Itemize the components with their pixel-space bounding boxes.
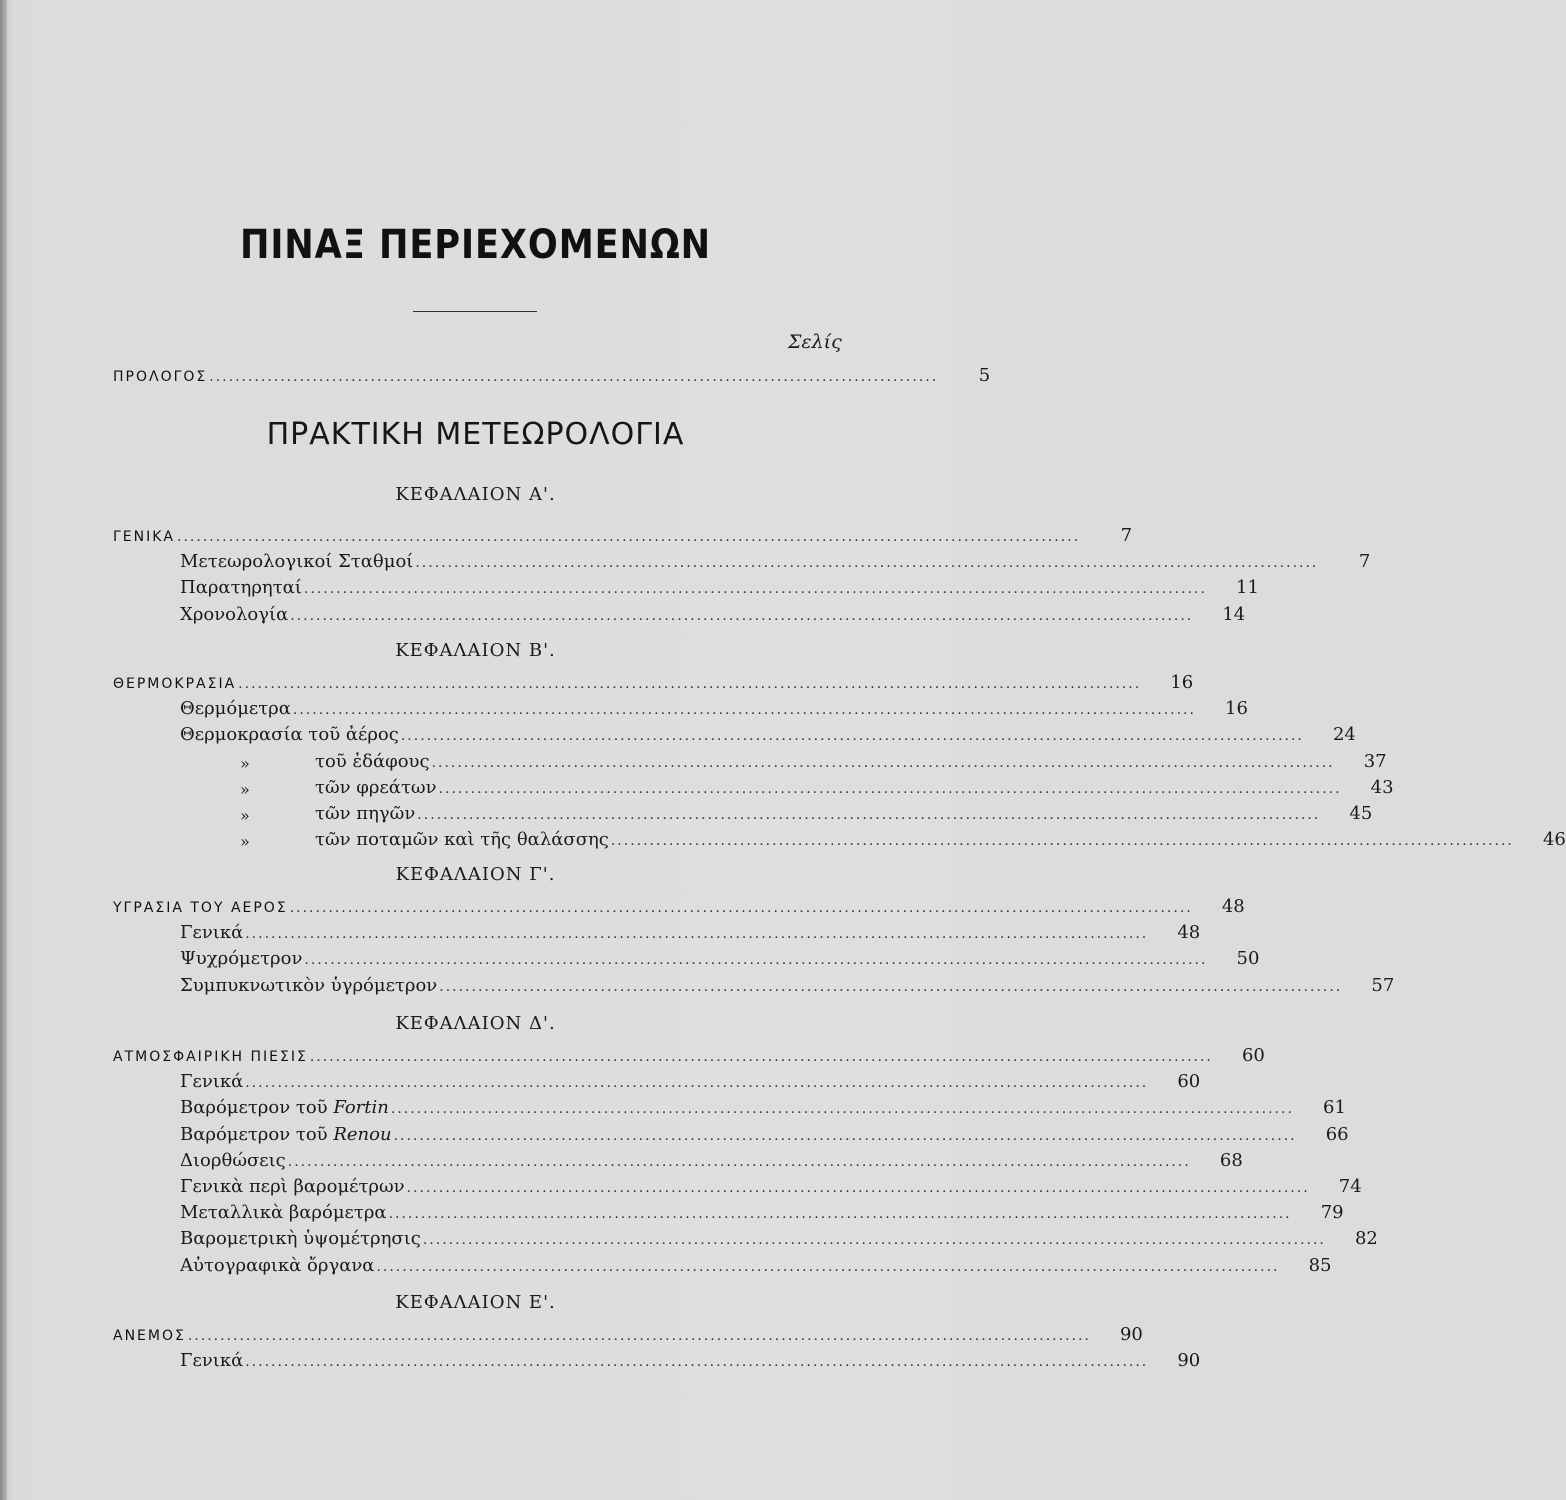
page-title: ΠΙΝΑΞ ΠΕΡΙΕΧΟΜΕΝΩΝ [239, 222, 712, 268]
toc-entry[interactable] [180, 1071, 1201, 1097]
toc-entry-label: ΥΓΡΑΣΙΑ ΤΟΥ ΑΕΡΟΣ [113, 900, 288, 916]
toc-entry-label [180, 1350, 245, 1371]
toc-entry-text: τῶν ποταμῶν καὶ τῆς θαλάσσης [315, 829, 609, 851]
toc-entry-page: 14 [1222, 603, 1246, 625]
toc-entry-name: Fortin [333, 1097, 389, 1119]
toc-entry[interactable] [180, 1350, 1201, 1376]
part-title: ΠΡΑΚΤΙΚΗ ΜΕΤΕΩΡΟΛΟΓΙΑ [266, 417, 685, 452]
toc-entry-page: 45 [1349, 803, 1373, 824]
toc-entry-page: 60 [1177, 1071, 1201, 1093]
page-edge-shadow [0, 0, 7, 1500]
toc-entry-text: Αὐτογραφικὰ ὄργανα [180, 1254, 375, 1276]
leader-dots: ............................................................................................................................................ [610, 833, 1514, 850]
toc-entry-page: 57 [1371, 974, 1395, 996]
leader-dots: ............................................................................................................................................ [406, 1180, 1310, 1196]
page-column-header: Σελίς [788, 331, 842, 353]
toc-entry-page: 16 [1225, 698, 1248, 720]
leader-dots: ............................................................................................................................................ [238, 676, 1142, 692]
toc-entry[interactable] [180, 1254, 1332, 1281]
toc-entry-text: τῶν φρεάτων [315, 776, 437, 798]
toc-entry[interactable] [180, 1176, 1362, 1202]
toc-entry[interactable] [180, 1123, 1349, 1150]
toc-entry[interactable] [315, 829, 1566, 855]
toc-entry-label [180, 1124, 394, 1145]
toc-entry-label [315, 777, 439, 798]
leader-dots: ............................................................................................................................................ [245, 926, 1149, 943]
toc-entry-page: 66 [1325, 1123, 1349, 1145]
leader-dots: ............................................................................................................................................ [439, 978, 1343, 995]
toc-entry-text: Χρονολογία [180, 603, 289, 625]
toc-entry-page: 46 [1542, 829, 1566, 851]
toc-entry-page: 90 [1119, 1324, 1143, 1345]
toc-entry[interactable] [180, 603, 1246, 630]
toc-entry-label [180, 948, 304, 969]
leader-dots: ............................................................................................................................................ [417, 807, 1321, 823]
toc-entry-section[interactable] [113, 1324, 1143, 1350]
toc-entry-page: 60 [1241, 1045, 1265, 1066]
toc-entry-text: τῶν πηγῶν [315, 803, 416, 824]
toc-entry-label: ΘΕΡΜΟΚΡΑΣΙΑ [113, 676, 237, 692]
toc-entry-page: 11 [1236, 577, 1259, 599]
title-divider [413, 311, 537, 312]
toc-entry[interactable] [180, 698, 1248, 724]
chapter-heading: ΚΕΦΑΛΑΙΟΝ Δ'. [395, 1013, 556, 1034]
chapter-heading: ΚΕΦΑΛΑΙΟΝ Ε'. [395, 1292, 556, 1313]
leader-dots: ............................................................................................................................................ [245, 1075, 1149, 1092]
leader-dots: ............................................................................................................................................ [290, 607, 1194, 624]
toc-entry-text: Γενικά [180, 1350, 244, 1372]
toc-entry-label [180, 577, 304, 598]
toc-entry-label: ΓΕΝΙΚΑ [113, 529, 176, 545]
ditto-mark: » [240, 753, 250, 773]
toc-entry-page: 24 [1332, 724, 1356, 746]
toc-entry[interactable] [180, 551, 1371, 577]
toc-entry[interactable] [180, 724, 1356, 750]
leader-dots: ............................................................................................................................................ [393, 1127, 1297, 1144]
toc-entry-label [315, 829, 611, 850]
toc-entry-label [180, 1255, 376, 1276]
toc-entry-label [180, 698, 293, 719]
toc-entry-section[interactable] [113, 672, 1194, 698]
toc-entry-label [180, 724, 401, 745]
toc-entry[interactable] [180, 974, 1395, 1001]
leader-dots: ............................................................................................................................................ [388, 1206, 1292, 1223]
leader-dots: ............................................................................................................................................ [309, 1049, 1213, 1065]
toc-entry[interactable] [180, 948, 1260, 974]
leader-dots: ............................................................................................................................................ [187, 1328, 1091, 1344]
toc-entry-page: 48 [1221, 896, 1245, 917]
leader-dots: ............................................................................................................................................ [303, 581, 1207, 598]
toc-entry-page: 7 [1120, 525, 1133, 546]
leader-dots: ............................................................................................................................................ [438, 780, 1342, 797]
leader-dots: ............................................................................................................................................ [376, 1258, 1280, 1275]
chapter-heading: ΚΕΦΑΛΑΙΟΝ Γ'. [395, 864, 556, 885]
toc-entry-text: Βαρομετρικὴ ὑψομέτρησις [180, 1228, 421, 1250]
toc-entry-label [180, 1150, 288, 1171]
toc-entry-text: Διορθώσεις [180, 1149, 286, 1171]
toc-entry-page: 16 [1170, 672, 1194, 693]
leader-dots: ............................................................................................................................................ [390, 1101, 1294, 1118]
toc-entry-label [180, 975, 439, 996]
toc-entry-text: Ψυχρόμετρον [180, 948, 303, 970]
toc-entry-page: 90 [1177, 1350, 1201, 1372]
toc-entry-label [180, 1202, 389, 1223]
toc-entry-section[interactable] [113, 896, 1245, 922]
leader-dots: ............................................................................................................................................ [289, 900, 1193, 916]
chapter-heading: ΚΕΦΑΛΑΙΟΝ Β'. [395, 640, 556, 661]
toc-entry-text: Θερμόμετρα [180, 698, 291, 720]
leader-dots: ............................................................................................................................................ [415, 555, 1319, 572]
toc-entry-section[interactable] [113, 1045, 1265, 1071]
toc-entry[interactable] [180, 577, 1259, 603]
leader-dots: ............................................................................................................................................ [431, 754, 1335, 771]
toc-entry-name: Renou [333, 1123, 392, 1145]
chapter-heading: ΚΕΦΑΛΑΙΟΝ Α'. [395, 484, 556, 505]
toc-entry-page: 85 [1308, 1254, 1332, 1276]
leader-dots: ............................................................................................................................................ [177, 529, 1081, 545]
toc-entry[interactable] [180, 1202, 1344, 1228]
toc-entry[interactable] [180, 1097, 1346, 1123]
leader-dots: ............................................................................................................................................ [245, 1354, 1149, 1371]
toc-entry-text: τοῦ ἐδάφους [315, 750, 430, 772]
toc-entry-label [180, 551, 415, 572]
toc-entry-page: 43 [1370, 776, 1394, 798]
leader-dots: ............................................................................................................................................ [304, 952, 1208, 969]
leader-dots: ............................................................................................................................................ [287, 1153, 1191, 1170]
leader-dots: ............................................................................................................................................ [400, 728, 1304, 745]
toc-entry-label [315, 751, 432, 772]
leader-dots: ............................................................................................................................................ [292, 702, 1196, 719]
toc-entry-text: Βαρόμετρον τοῦ [180, 1123, 328, 1145]
toc-entry-page: 82 [1354, 1228, 1378, 1250]
toc-entry-page: 5 [978, 365, 991, 386]
toc-entry[interactable] [180, 922, 1201, 948]
toc-entry-page: 7 [1358, 551, 1371, 573]
toc-entry-text: Γενικὰ περὶ βαρομέτρων [180, 1176, 405, 1197]
toc-entry-text: Συμπυκνωτικὸν ὑγρόμετρον [180, 974, 438, 996]
toc-entry-page: 61 [1323, 1097, 1346, 1119]
leader-dots: ................................................................................................................. [209, 369, 939, 385]
toc-entry-text: Μετεωρολογικοί Σταθμοί [180, 551, 414, 573]
toc-entry-label [180, 1176, 407, 1197]
toc-entry-text: Γενικά [180, 1071, 244, 1093]
toc-entry-text: Βαρόμετρον τοῦ [180, 1097, 328, 1119]
toc-entry[interactable] [315, 803, 1373, 829]
toc-entry-label [315, 803, 417, 824]
leader-dots: ............................................................................................................................................ [422, 1232, 1326, 1249]
toc-entry-page: 68 [1219, 1149, 1243, 1171]
toc-entry-section[interactable] [113, 525, 1133, 551]
toc-entry[interactable] [315, 750, 1387, 777]
toc-entry-page: 37 [1363, 750, 1387, 772]
toc-entry-page: 50 [1236, 948, 1260, 970]
toc-entry[interactable] [315, 776, 1394, 803]
ditto-mark: » [240, 806, 250, 825]
toc-entry-label [180, 604, 290, 625]
toc-entry-text: Γενικά [180, 922, 244, 944]
toc-entry[interactable] [180, 1149, 1243, 1176]
toc-entry-prologue[interactable] [113, 365, 991, 391]
toc-entry-text: Παρατηρηταί [180, 577, 302, 599]
toc-entry-label [180, 1097, 391, 1118]
toc-entry-text: Μεταλλικὰ βαρόμετρα [180, 1202, 387, 1224]
toc-entry[interactable] [180, 1228, 1378, 1254]
toc-entry-label: ΑΤΜΟΣΦΑΙΡΙΚΗ ΠΙΕΣΙΣ [113, 1049, 308, 1065]
toc-entry-label: ΠΡΟΛΟΓΟΣ [113, 369, 208, 385]
toc-entry-label: ΑΝΕΜΟΣ [113, 1328, 186, 1344]
toc-entry-label [180, 1071, 245, 1092]
ditto-mark: » [240, 832, 250, 852]
toc-entry-label [180, 922, 245, 943]
toc-entry-label [180, 1228, 423, 1249]
toc-entry-page: 79 [1320, 1202, 1344, 1224]
toc-entry-page: 48 [1177, 922, 1201, 944]
ditto-mark: » [240, 779, 250, 799]
toc-entry-text: Θερμοκρασία τοῦ ἀέρος [180, 724, 399, 746]
toc-entry-page: 74 [1338, 1176, 1362, 1197]
